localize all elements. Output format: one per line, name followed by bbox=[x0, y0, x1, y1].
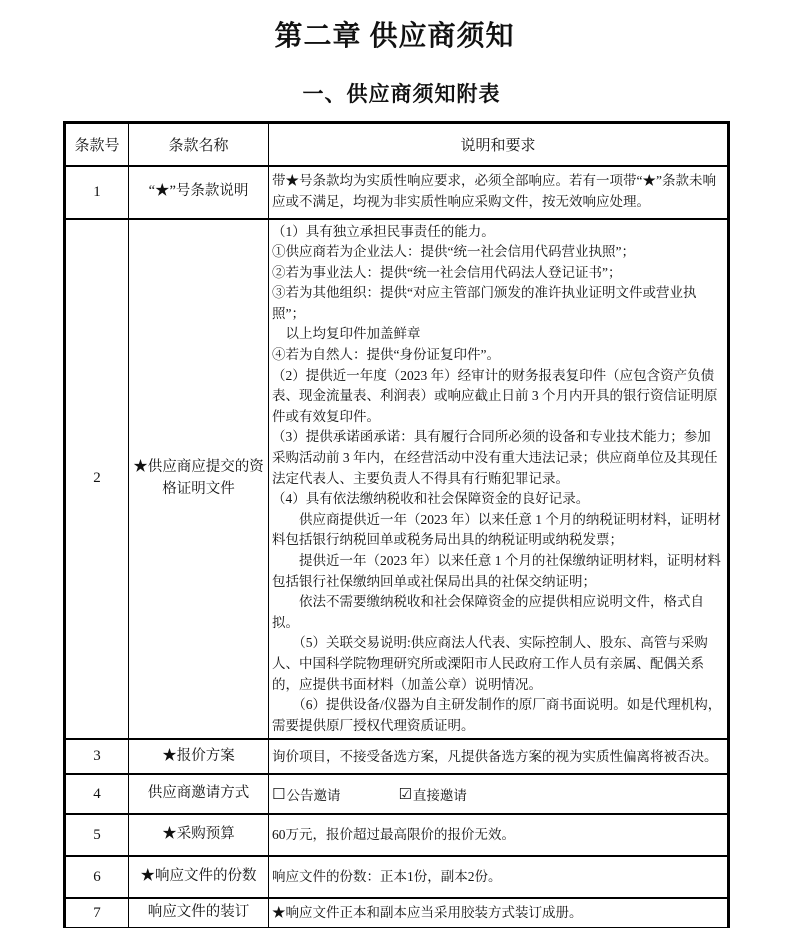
checkbox-option-direct bbox=[398, 784, 466, 804]
desc-line: （6）提供设备/仪器为自主研发制作的原厂商书面说明。如是代理机构，需要提供原厂授权代理资质证明。 bbox=[272, 697, 722, 733]
clause-name: ★供应商应提交的资格证明文件 bbox=[129, 219, 269, 740]
desc-line: 带★号条款均为实质性响应要求，必须全部响应。若有一项带“★”条款未响应或不满足，均视为非实质性响应采购文件，按无效响应处理。 bbox=[272, 173, 716, 209]
clause-no: 4 bbox=[65, 774, 129, 814]
desc-line: （3）提供承诺函承诺：具有履行合同所必须的设备和专业技术能力；参加采购活动前 3 年内，在经营活动中没有重大违法记录；供应商单位及其现任法定代表人、主要负责人不得具有行贿犯罪记录。 bbox=[272, 429, 718, 486]
desc-line: （2）提供近一年度（2023 年）经审计的财务报表复印件（应包含资产负债表、现金流量表、利润表）或响应截止日前 3 个月内开具的银行资信证明原件或有效复印件。 bbox=[272, 367, 718, 424]
table-row bbox=[65, 739, 729, 774]
clause-desc bbox=[269, 856, 729, 898]
desc-line: ★响应文件正本和副本应当采用胶装方式装订成册。 bbox=[272, 904, 583, 920]
desc-line: 依法不需要缴纳税收和社会保障资金的应提供相应说明文件，格式自拟。 bbox=[272, 594, 704, 630]
desc-line: 以上均复印件加盖鲜章 bbox=[272, 326, 421, 342]
header-description: 说明和要求 bbox=[269, 123, 729, 166]
desc-line: 60万元，报价超过最高限价的报价无效。 bbox=[272, 827, 515, 843]
clause-desc bbox=[269, 814, 729, 856]
desc-line: ④若为自然人：提供“身份证复印件”。 bbox=[272, 347, 500, 363]
table-row bbox=[65, 166, 729, 219]
clause-no: 2 bbox=[65, 219, 129, 740]
clause-no: 7 bbox=[65, 898, 129, 928]
header-clause-name: 条款名称 bbox=[129, 123, 269, 166]
desc-line: （5）关联交易说明:供应商法人代表、实际控制人、股东、高管与采购人、中国科学院物理研究所或溧阳市人民政府工作人员有亲属、配偶关系的，应提供书面材料（加盖公章）说明情况。 bbox=[272, 635, 708, 692]
clause-no: 6 bbox=[65, 856, 129, 898]
chapter-title: 第二章 供应商须知 bbox=[274, 21, 515, 52]
clause-no: 5 bbox=[65, 814, 129, 856]
clause-no: 1 bbox=[65, 166, 129, 219]
header-clause-no: 条款号 bbox=[65, 123, 129, 166]
clause-desc bbox=[269, 774, 729, 814]
checkbox-checked-icon: ☑ bbox=[398, 785, 412, 804]
clause-name: 响应文件的装订 bbox=[129, 898, 269, 928]
desc-line: 响应文件的份数：正本1份，副本2份。 bbox=[272, 869, 502, 885]
checkbox-option-public bbox=[272, 784, 340, 804]
clause-name: “★”号条款说明 bbox=[129, 166, 269, 219]
checkbox-unchecked-icon: ☐ bbox=[272, 785, 286, 804]
clause-name: ★采购预算 bbox=[129, 814, 269, 856]
clause-name: ★报价方案 bbox=[129, 739, 269, 774]
table-row bbox=[65, 219, 729, 740]
table-row bbox=[65, 898, 729, 928]
desc-line: 提供近一年（2023 年）以来任意 1 个月的社保缴纳证明材料，证明材料包括银行社保缴纳回单或社保局出具的社保交纳证明； bbox=[272, 553, 721, 589]
clause-name: ★响应文件的份数 bbox=[129, 856, 269, 898]
table-row bbox=[65, 774, 729, 814]
desc-line: ①供应商若为企业法人：提供“统一社会信用代码营业执照”； bbox=[272, 244, 635, 260]
clause-desc bbox=[269, 739, 729, 774]
table-row bbox=[65, 814, 729, 856]
table-row bbox=[65, 856, 729, 898]
invitation-options bbox=[272, 784, 724, 804]
checkbox-label: 直接邀请 bbox=[412, 788, 467, 804]
desc-line: 供应商提供近一年（2023 年）以来任意 1 个月的纳税证明材料，证明材料包括银行纳税回单或税务局出具的纳税证明或纳税发票； bbox=[272, 511, 721, 548]
desc-line: ②若为事业法人：提供“统一社会信用代码法人登记证书”； bbox=[272, 264, 622, 280]
table-header-row bbox=[65, 123, 729, 166]
supplier-notice-table bbox=[63, 121, 730, 928]
clause-desc bbox=[269, 219, 729, 740]
desc-line: ③若为其他组织：提供“对应主管部门颁发的准许执业证明文件或营业执照”； bbox=[272, 285, 697, 321]
checkbox-label: 公告邀请 bbox=[286, 788, 341, 804]
clause-desc bbox=[269, 898, 729, 928]
desc-line: 询价项目，不接受备选方案，凡提供备选方案的视为实质性偏离将被否决。 bbox=[272, 748, 718, 764]
section-title: 一、供应商须知附表 bbox=[302, 82, 501, 106]
desc-line: （1）具有独立承担民事责任的能力。 bbox=[272, 223, 495, 239]
clause-desc bbox=[269, 166, 729, 219]
clause-name: 供应商邀请方式 bbox=[129, 774, 269, 814]
clause-no: 3 bbox=[65, 739, 129, 774]
desc-line: （4）具有依法缴纳税收和社会保障资金的良好记录。 bbox=[272, 491, 590, 507]
